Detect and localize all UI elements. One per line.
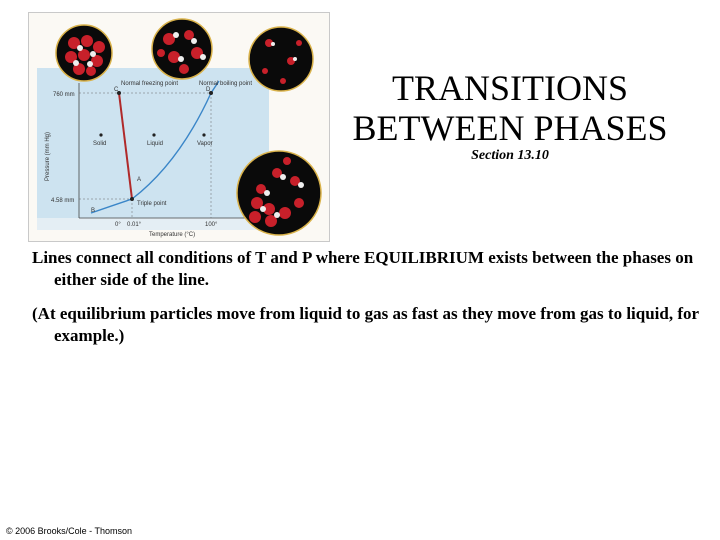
- molecule-sphere-liquid: [152, 19, 212, 79]
- solid-region-dot: [99, 133, 102, 136]
- letter-b: B: [91, 208, 96, 214]
- molecule-sphere-solid-liquid: [237, 151, 321, 235]
- title-line-1: TRANSITIONS: [391, 68, 628, 108]
- label-boiling: Normal boiling point: [199, 81, 253, 87]
- y-axis-label: Pressure (mm Hg): [45, 131, 51, 181]
- tick-001: 0.01°: [127, 222, 142, 228]
- slide-title: [338, 68, 682, 148]
- molecule-sphere-vapor: [249, 27, 313, 91]
- body-paragraph-2: (At equilibrium particles move from liquid to gas as fast as they move from gas to liquid, for example.): [32, 304, 699, 345]
- section-subtitle: Section 13.10: [471, 148, 549, 163]
- tick-458: 4.58 mm: [51, 198, 75, 204]
- molecule-sphere-solid: [56, 25, 112, 81]
- liquid-region-dot: [152, 133, 155, 136]
- label-liquid: Liquid: [147, 141, 164, 147]
- label-triple-point: Triple point: [137, 201, 167, 207]
- x-axis-band: [37, 218, 269, 230]
- phase-diagram-figure: [28, 12, 330, 242]
- label-vapor: Vapor: [197, 141, 213, 147]
- triple-point-dot: [130, 197, 134, 201]
- phase-diagram-svg: [29, 13, 329, 241]
- letter-a: A: [137, 177, 142, 183]
- body-paragraph-1: Lines connect all conditions of T and P where EQUILIBRIUM exists between the phases on either side of the line.: [32, 248, 694, 289]
- letter-d: D: [206, 87, 211, 93]
- tick-100: 100°: [205, 222, 218, 228]
- label-freezing: Normal freezing point: [121, 81, 179, 87]
- copyright-footer: © 2006 Brooks/Cole - Thomson: [6, 526, 133, 536]
- title-line-2: BETWEEN PHASES: [352, 108, 668, 148]
- vapor-region-dot: [202, 133, 205, 136]
- letter-c: C: [114, 87, 119, 93]
- tick-0: 0°: [115, 222, 121, 228]
- label-solid: Solid: [93, 141, 107, 147]
- tick-760: 760 mm: [53, 92, 75, 98]
- x-axis-label: Temperature (°C): [149, 232, 196, 238]
